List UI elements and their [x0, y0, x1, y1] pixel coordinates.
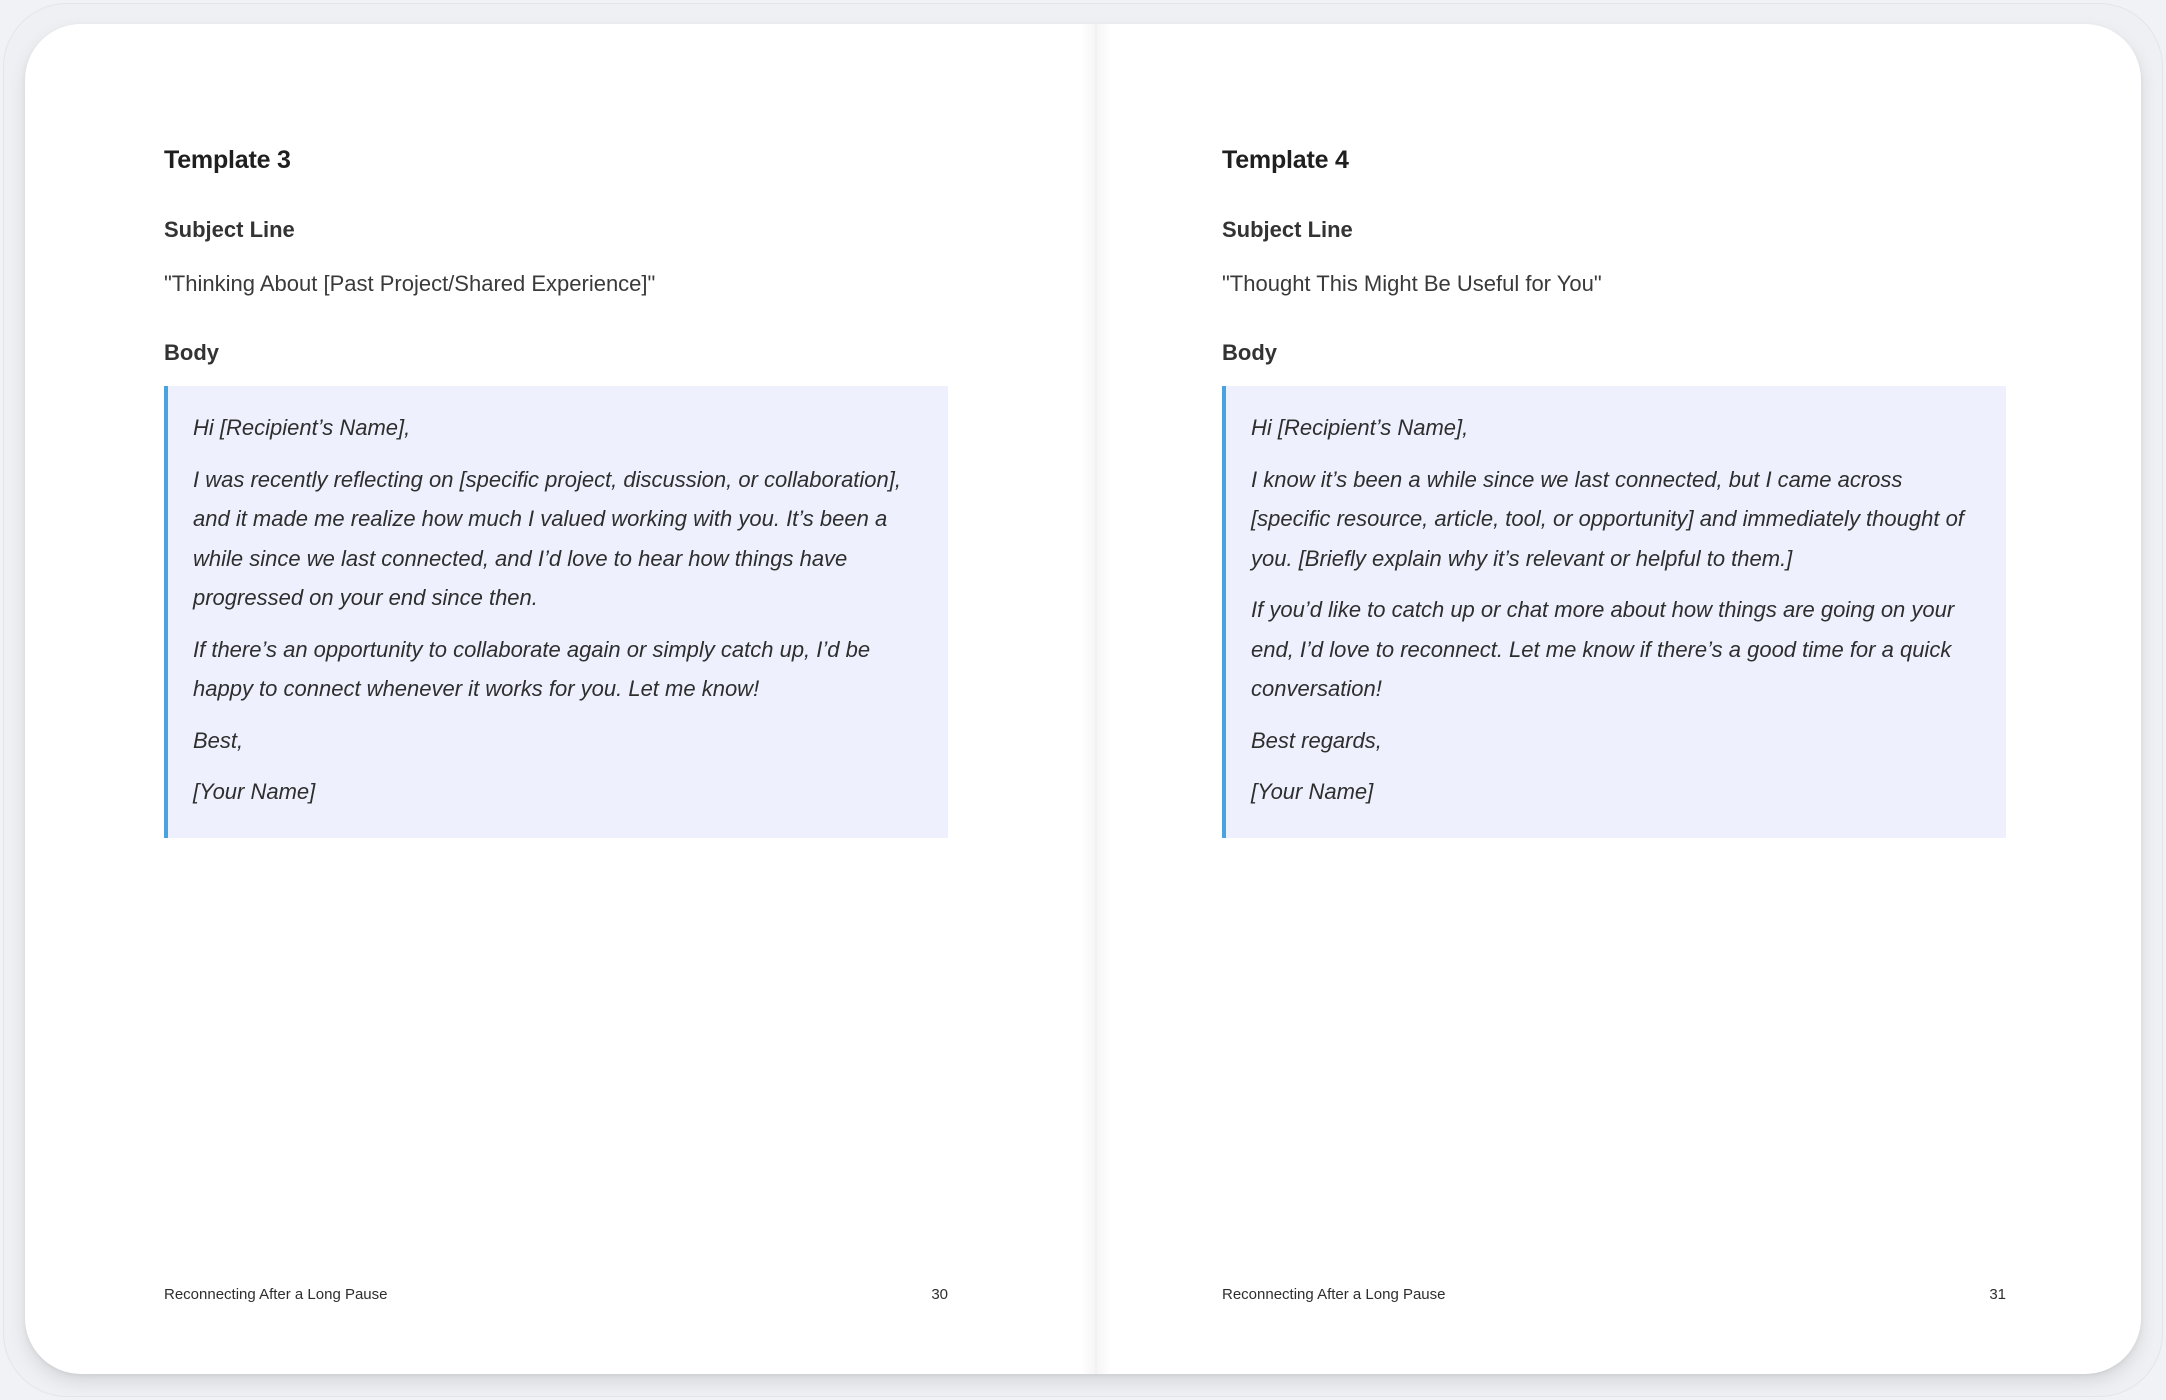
body-heading: Body: [1222, 340, 1277, 365]
body-paragraph: If there’s an opportunity to collaborate again or simply catch up, I’d be happy to connect whenever it works for you. Let me know!: [193, 636, 871, 701]
template-title: Template 4: [1222, 146, 1349, 174]
book-spread: [25, 24, 2141, 1374]
page-right: [1083, 24, 2141, 1374]
subject-line-text: "Thinking About [Past Project/Shared Experience]": [164, 271, 656, 296]
page-number: 31: [1989, 1286, 2006, 1303]
subject-line-heading: Subject Line: [164, 217, 295, 242]
footer-book-title: Reconnecting After a Long Pause: [1222, 1286, 1446, 1303]
body-paragraph: If you’d like to catch up or chat more about how things are going on your end, I’d love to reconnect. Let me know if there’s a good time for a quick conversation!: [1251, 597, 1955, 701]
body-paragraph: Hi [Recipient’s Name],: [193, 415, 411, 440]
body-paragraph: Best,: [193, 727, 244, 753]
subject-line-heading: Subject Line: [1222, 217, 1353, 242]
footer-book-title: Reconnecting After a Long Pause: [164, 1286, 388, 1303]
page-number: 30: [931, 1286, 948, 1303]
email-body-quote: [164, 386, 948, 838]
body-paragraph: Best regards,: [1251, 727, 1382, 753]
body-paragraph: Hi [Recipient’s Name],: [1251, 415, 1469, 440]
page-left: [25, 24, 1083, 1374]
body-heading: Body: [164, 340, 219, 365]
body-paragraph: [Your Name]: [1251, 779, 1374, 804]
body-paragraph: I know it’s been a while since we last connected, but I came across [specific resource, article, tool, or opportunity] and immediately thought of you. [Briefly explain why it’s relevant or helpful to them.]: [1251, 466, 1964, 571]
email-body-quote: [1222, 386, 2006, 838]
body-paragraph: I was recently reflecting on [specific project, discussion, or collaboration], and it made me realize how much I valued working with you. It’s been a while since we last connected, and I’d love to hear how things have progressed on your end since then.: [193, 466, 901, 610]
subject-line-text: "Thought This Might Be Useful for You": [1222, 271, 1602, 296]
template-title: Template 3: [164, 146, 291, 174]
body-paragraph: [Your Name]: [193, 779, 316, 804]
